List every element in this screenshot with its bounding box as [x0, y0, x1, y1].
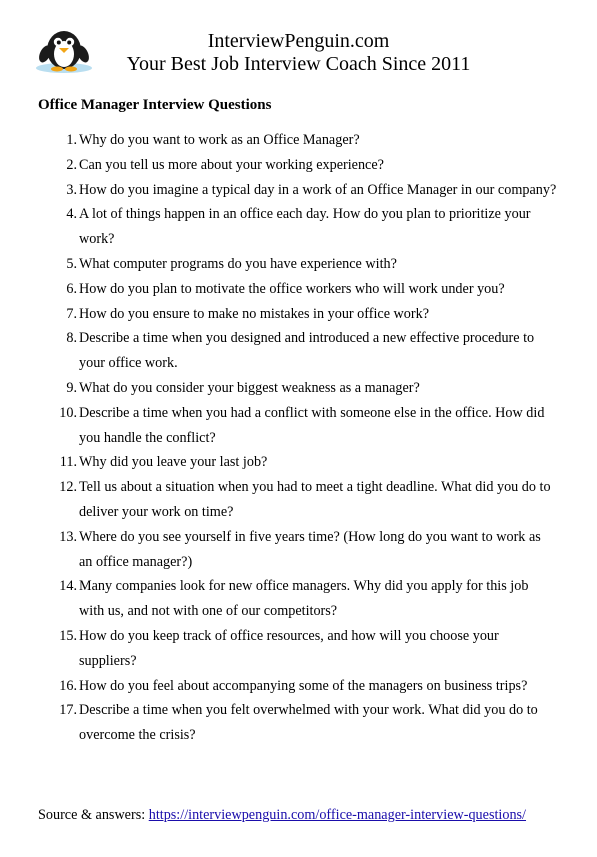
site-tagline: Your Best Job Interview Coach Since 2011 [126, 53, 471, 75]
question-item [0, 450, 597, 475]
question-number: 15. [59, 627, 77, 644]
question-text: Describe a time when you felt overwhelmed with your work. What did you do to overcome the crisis? [79, 702, 538, 744]
question-number: 5. [66, 255, 77, 272]
question-item [0, 698, 597, 748]
question-text: How do you feel about accompanying some of the managers on business trips? [79, 677, 528, 694]
question-text: How do you plan to motivate the office workers who will work under you? [79, 280, 505, 297]
question-item [0, 326, 597, 376]
question-text: Tell us about a situation when you had to meet a tight deadline. What did you do to deliver your work on time? [79, 479, 551, 520]
question-text: A lot of things happen in an office each day. How do you plan to prioritize your work? [79, 206, 531, 248]
question-number: 7. [66, 305, 77, 322]
question-item [0, 574, 597, 624]
question-item [0, 153, 597, 178]
question-number: 16. [59, 677, 77, 694]
question-number: 2. [66, 156, 77, 173]
question-item [0, 624, 597, 674]
question-item [0, 376, 597, 401]
question-text: How do you imagine a typical day in a work of an Office Manager in our company? [79, 181, 557, 198]
question-number: 14. [59, 578, 77, 595]
question-text: Can you tell us more about your working experience? [79, 156, 384, 173]
question-text: What computer programs do you have experience with? [79, 255, 397, 272]
question-item [0, 202, 597, 252]
document-title: Office Manager Interview Questions [38, 97, 272, 113]
question-number: 17. [59, 702, 77, 719]
question-item [0, 128, 597, 153]
question-text: Why did you leave your last job? [79, 454, 268, 471]
question-item [0, 178, 597, 203]
question-item [0, 401, 597, 451]
source-label: Source & answers: [38, 807, 149, 823]
question-text: How do you ensure to make no mistakes in your office work? [79, 305, 430, 322]
question-number: 4. [66, 206, 77, 223]
question-number: 13. [59, 528, 77, 545]
question-number: 10. [59, 404, 77, 421]
page-header [0, 0, 597, 90]
question-item [0, 525, 597, 575]
question-number: 11. [59, 454, 77, 471]
question-number: 12. [59, 479, 77, 496]
question-item [0, 252, 597, 277]
question-text: Many companies look for new office managers. Why did you apply for this job with us, and not with one of our competitors? [79, 578, 529, 620]
question-text: Describe a time when you had a conflict with someone else in the office. How did you handle the conflict? [79, 404, 545, 446]
question-item [0, 302, 597, 327]
question-number: 8. [66, 330, 77, 347]
question-text: Where do you see yourself in five years time? (How long do you want to work as an office manager?) [79, 528, 541, 570]
source-link[interactable]: https://interviewpenguin.com/office-manager-interview-questions/ [148, 807, 527, 823]
question-list [0, 128, 597, 748]
site-name: InterviewPenguin.com [207, 30, 390, 52]
question-text: Why do you want to work as an Office Manager? [79, 132, 360, 148]
question-number: 3. [66, 181, 77, 198]
source-footer [38, 805, 526, 825]
question-text: Describe a time when you designed and introduced a new effective procedure to your office work. [79, 330, 535, 372]
question-item [0, 475, 597, 525]
question-text: How do you keep track of office resources, and how will you choose your suppliers? [79, 627, 499, 669]
question-number: 1. [66, 132, 77, 148]
question-item [0, 674, 597, 699]
question-item [0, 277, 597, 302]
question-text: What do you consider your biggest weakness as a manager? [79, 379, 420, 396]
question-number: 9. [66, 379, 77, 396]
question-number: 6. [66, 280, 77, 297]
